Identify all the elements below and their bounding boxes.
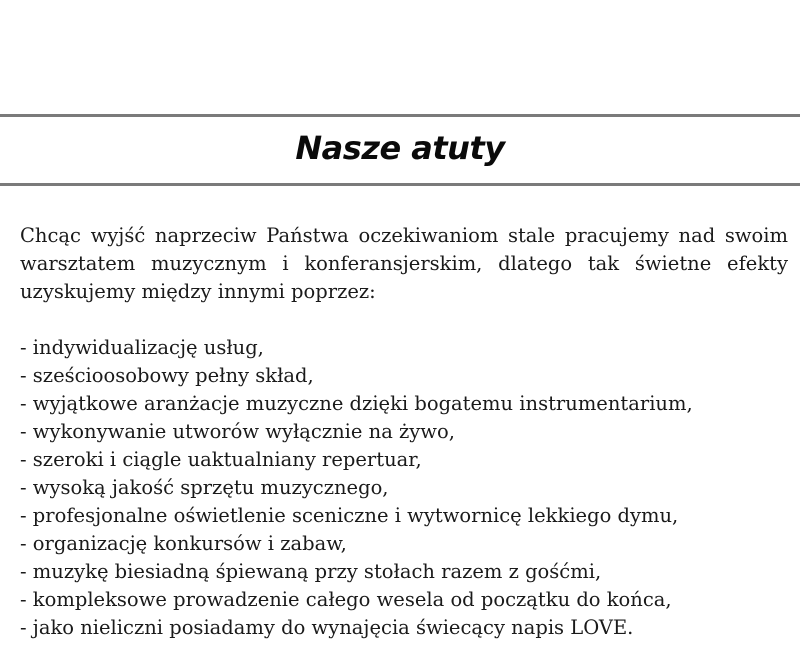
list-item: - wykonywanie utworów wyłącznie na żywo,: [20, 420, 455, 443]
list-item: - jako nieliczni posiadamy do wynajęcia świecący napis LOVE.: [20, 616, 634, 639]
list-item: - wyjątkowe aranżacje muzyczne dzięki bogatemu instrumentarium,: [20, 392, 693, 415]
intro-paragraph: Chcąc wyjść naprzeciw Państwa oczekiwaniom stale pracujemy nad swoim warsztatem muzycznym i konferansjerskim, dlatego tak świetne efekty uzyskujemy między innymi poprzez:: [20, 224, 788, 303]
list-item: - organizację konkursów i zabaw,: [20, 532, 347, 555]
section-title: Nasze atuty: [295, 129, 505, 167]
list-item: - kompleksowe prowadzenie całego wesela od początku do końca,: [20, 588, 672, 611]
title-bottom-divider: [0, 183, 800, 186]
title-top-divider: [0, 114, 800, 117]
list-item: - indywidualizację usług,: [20, 336, 264, 359]
list-item: - profesjonalne oświetlenie sceniczne i wytwornicę lekkiego dymu,: [20, 504, 679, 527]
list-item: - muzykę biesiadną śpiewaną przy stołach razem z gośćmi,: [20, 560, 602, 583]
list-item: - sześcioosobowy pełny skład,: [20, 364, 314, 387]
list-item: - wysoką jakość sprzętu muzycznego,: [20, 476, 389, 499]
list-item: - szeroki i ciągle uaktualniany repertuar,: [20, 448, 422, 471]
advantages-list: [20, 334, 790, 642]
